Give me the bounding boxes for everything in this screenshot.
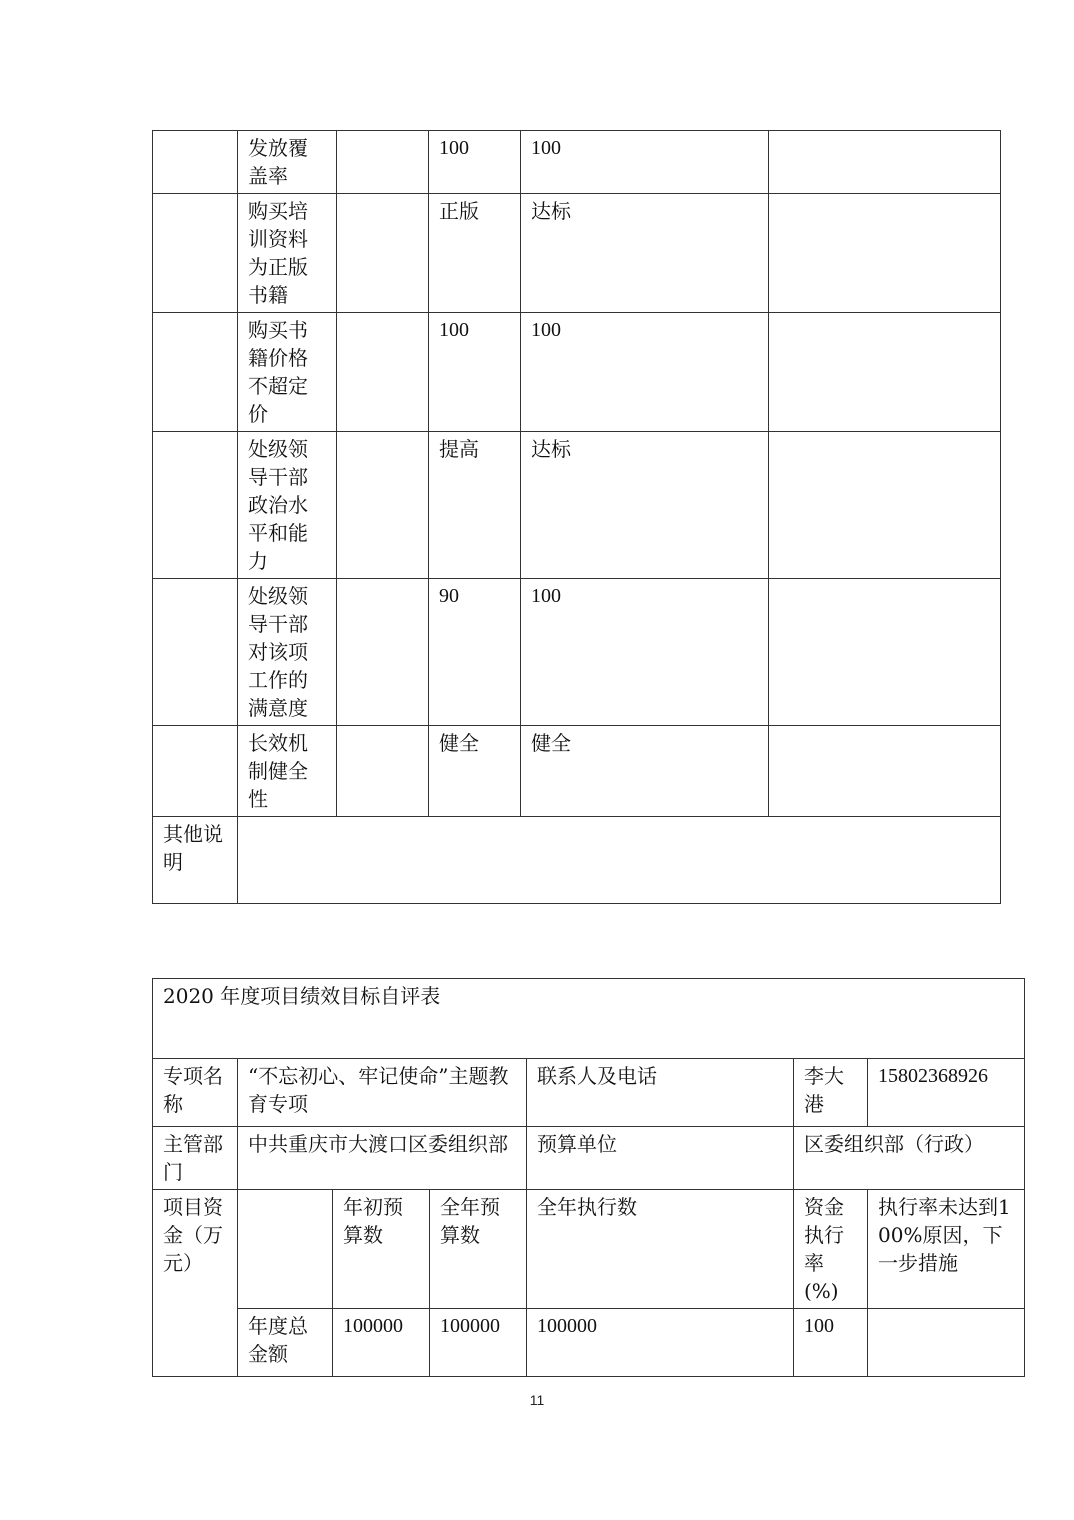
- annual-budget-value: 100000: [430, 1309, 527, 1377]
- self-evaluation-table: [152, 978, 1025, 1377]
- blank-cell: [153, 313, 238, 432]
- target-value-cell: 提高: [429, 432, 521, 579]
- total-amount-label: 年度总金额: [238, 1309, 333, 1377]
- contact-label: 联系人及电话: [527, 1059, 794, 1127]
- annual-execution-value: 100000: [527, 1309, 794, 1377]
- indicator-name-cell: 处级领导干部对该项工作的满意度: [238, 579, 337, 726]
- other-notes-row: [153, 817, 1001, 904]
- blank-cell: [153, 432, 238, 579]
- actual-value-cell: 100: [521, 579, 769, 726]
- budget-unit-value: 区委组织部（行政）: [794, 1127, 1025, 1190]
- table-row: [153, 432, 1001, 579]
- blank-cell: [153, 579, 238, 726]
- remark-cell: [769, 726, 1001, 817]
- project-name-value: “不忘初心、牢记使命”主题教育专项: [238, 1059, 527, 1127]
- actual-value-cell: 100: [521, 313, 769, 432]
- blank-cell: [238, 1190, 333, 1309]
- indicator-name-cell: 购买培训资料为正版书籍: [238, 194, 337, 313]
- other-notes-value: [238, 817, 1001, 904]
- blank-cell: [337, 131, 429, 194]
- table-row: [153, 313, 1001, 432]
- indicator-name-cell: 长效机制健全性: [238, 726, 337, 817]
- indicator-name-cell: 处级领导干部政治水平和能力: [238, 432, 337, 579]
- funds-label: 项目资金（万元）: [153, 1190, 238, 1377]
- contact-name: 李大港: [794, 1059, 868, 1127]
- target-value-cell: 100: [429, 131, 521, 194]
- remark-cell: [769, 432, 1001, 579]
- department-label: 主管部门: [153, 1127, 238, 1190]
- column-header-reason: 执行率未达到100%原因，下一步措施: [868, 1190, 1025, 1309]
- column-header-initial-budget: 年初预算数: [333, 1190, 430, 1309]
- blank-cell: [337, 194, 429, 313]
- table-row: [153, 194, 1001, 313]
- remark-cell: [769, 579, 1001, 726]
- total-amount-row: [153, 1309, 1025, 1377]
- department-row: [153, 1127, 1025, 1190]
- column-header-annual-budget: 全年预算数: [430, 1190, 527, 1309]
- project-name-label: 专项名称: [153, 1059, 238, 1127]
- contact-phone: 15802368926: [868, 1059, 1025, 1127]
- actual-value-cell: 健全: [521, 726, 769, 817]
- indicator-name-cell: 发放覆盖率: [238, 131, 337, 194]
- table-row: [153, 579, 1001, 726]
- initial-budget-value: 100000: [333, 1309, 430, 1377]
- column-header-annual-execution: 全年执行数: [527, 1190, 794, 1309]
- table-row: [153, 131, 1001, 194]
- remark-cell: [769, 131, 1001, 194]
- department-value: 中共重庆市大渡口区委组织部: [238, 1127, 527, 1190]
- actual-value-cell: 达标: [521, 194, 769, 313]
- target-value-cell: 90: [429, 579, 521, 726]
- column-header-execution-rate: 资金执行率(%): [794, 1190, 868, 1309]
- blank-cell: [153, 726, 238, 817]
- blank-cell: [153, 131, 238, 194]
- target-value-cell: 健全: [429, 726, 521, 817]
- blank-cell: [337, 579, 429, 726]
- remark-cell: [769, 194, 1001, 313]
- blank-cell: [153, 194, 238, 313]
- blank-cell: [337, 726, 429, 817]
- blank-cell: [337, 432, 429, 579]
- indicator-name-cell: 购买书籍价格不超定价: [238, 313, 337, 432]
- blank-cell: [337, 313, 429, 432]
- reason-value: [868, 1309, 1025, 1377]
- remark-cell: [769, 313, 1001, 432]
- target-value-cell: 正版: [429, 194, 521, 313]
- funds-header-row: [153, 1190, 1025, 1309]
- actual-value-cell: 达标: [521, 432, 769, 579]
- project-name-row: [153, 1059, 1025, 1127]
- form-title: 2020 年度项目绩效目标自评表: [153, 979, 1025, 1059]
- indicator-table: [152, 130, 1001, 904]
- table-row: [153, 726, 1001, 817]
- title-row: [153, 979, 1025, 1059]
- execution-rate-value: 100: [794, 1309, 868, 1377]
- target-value-cell: 100: [429, 313, 521, 432]
- budget-unit-label: 预算单位: [527, 1127, 794, 1190]
- actual-value-cell: 100: [521, 131, 769, 194]
- other-notes-label: 其他说明: [153, 817, 238, 904]
- page-number: 11: [529, 1392, 545, 1408]
